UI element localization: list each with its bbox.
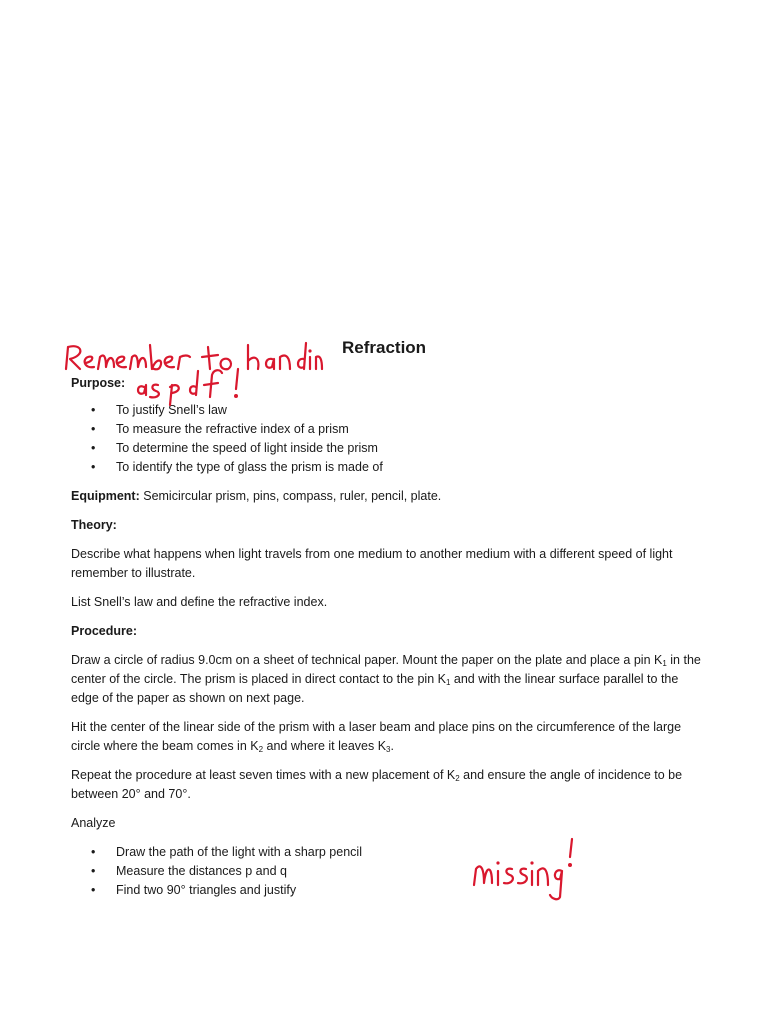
procedure-text: Hit the center of the linear side of the prism with a laser beam and place pins on the circumference of the large circle where the beam comes in K xyxy=(71,720,682,753)
purpose-item: • To measure the refractive index of a prism xyxy=(71,420,701,439)
procedure-paragraph-1 xyxy=(71,651,701,708)
purpose-list xyxy=(71,401,701,477)
handwritten-note-hand-in-as-pdf xyxy=(60,335,320,405)
procedure-paragraph-2 xyxy=(71,718,701,756)
equipment-text: Semicircular prism, pins, compass, ruler, pencil, plate. xyxy=(143,489,442,503)
subscript: 2 xyxy=(455,774,460,783)
purpose-item: • To justify Snell’s law xyxy=(71,401,701,420)
purpose-item: • To determine the speed of light inside the prism xyxy=(71,439,701,458)
analyze-item: • Draw the path of the light with a sharp pencil xyxy=(71,843,701,862)
procedure-text: Draw a circle of radius 9.0cm on a sheet of technical paper. Mount the paper on the plate and place a pin K xyxy=(71,653,663,667)
analyze-label: Analyze xyxy=(71,816,116,830)
subscript: 3 xyxy=(386,745,391,754)
handwritten-note-missing xyxy=(470,835,580,905)
purpose-item: • To identify the type of glass the prism is made of xyxy=(71,458,701,477)
purpose-label: Purpose: xyxy=(71,376,126,390)
analyze-item: • Measure the distances p and q xyxy=(71,862,701,881)
subscript: 2 xyxy=(258,745,264,754)
analyze-list xyxy=(71,843,701,900)
procedure-text: and with the linear surface parallel to the edge of the paper as shown on next page. xyxy=(71,672,679,705)
procedure-paragraph-3 xyxy=(71,766,701,804)
procedure-label: Procedure: xyxy=(71,624,137,638)
procedure-text: in the center of the circle. The prism is placed in direct contact to the pin K xyxy=(71,653,701,686)
document-title: Refraction xyxy=(342,338,427,357)
procedure-text: Repeat the procedure at least seven times with a new placement of K xyxy=(71,768,456,782)
analyze-heading xyxy=(71,814,701,833)
analyze-item: • Find two 90° triangles and justify xyxy=(71,881,701,900)
procedure-text: and where it leaves K xyxy=(263,739,387,753)
equipment-label: Equipment: xyxy=(71,489,140,503)
theory-heading xyxy=(71,516,701,535)
subscript: 1 xyxy=(445,678,451,687)
theory-paragraph-1: Describe what happens when light travels from one medium to another medium with a different speed of light remember to illustrate. xyxy=(71,547,673,580)
procedure-text: . xyxy=(390,739,394,753)
procedure-heading xyxy=(71,622,701,641)
subscript: 1 xyxy=(662,659,667,668)
theory-paragraph-2: List Snell’s law and define the refractive index. xyxy=(71,595,328,609)
equipment-paragraph xyxy=(71,487,701,506)
document-body xyxy=(71,374,701,910)
theory-label: Theory: xyxy=(71,518,117,532)
procedure-text: and ensure the angle of incidence to be between 20° and 70°. xyxy=(71,768,683,801)
